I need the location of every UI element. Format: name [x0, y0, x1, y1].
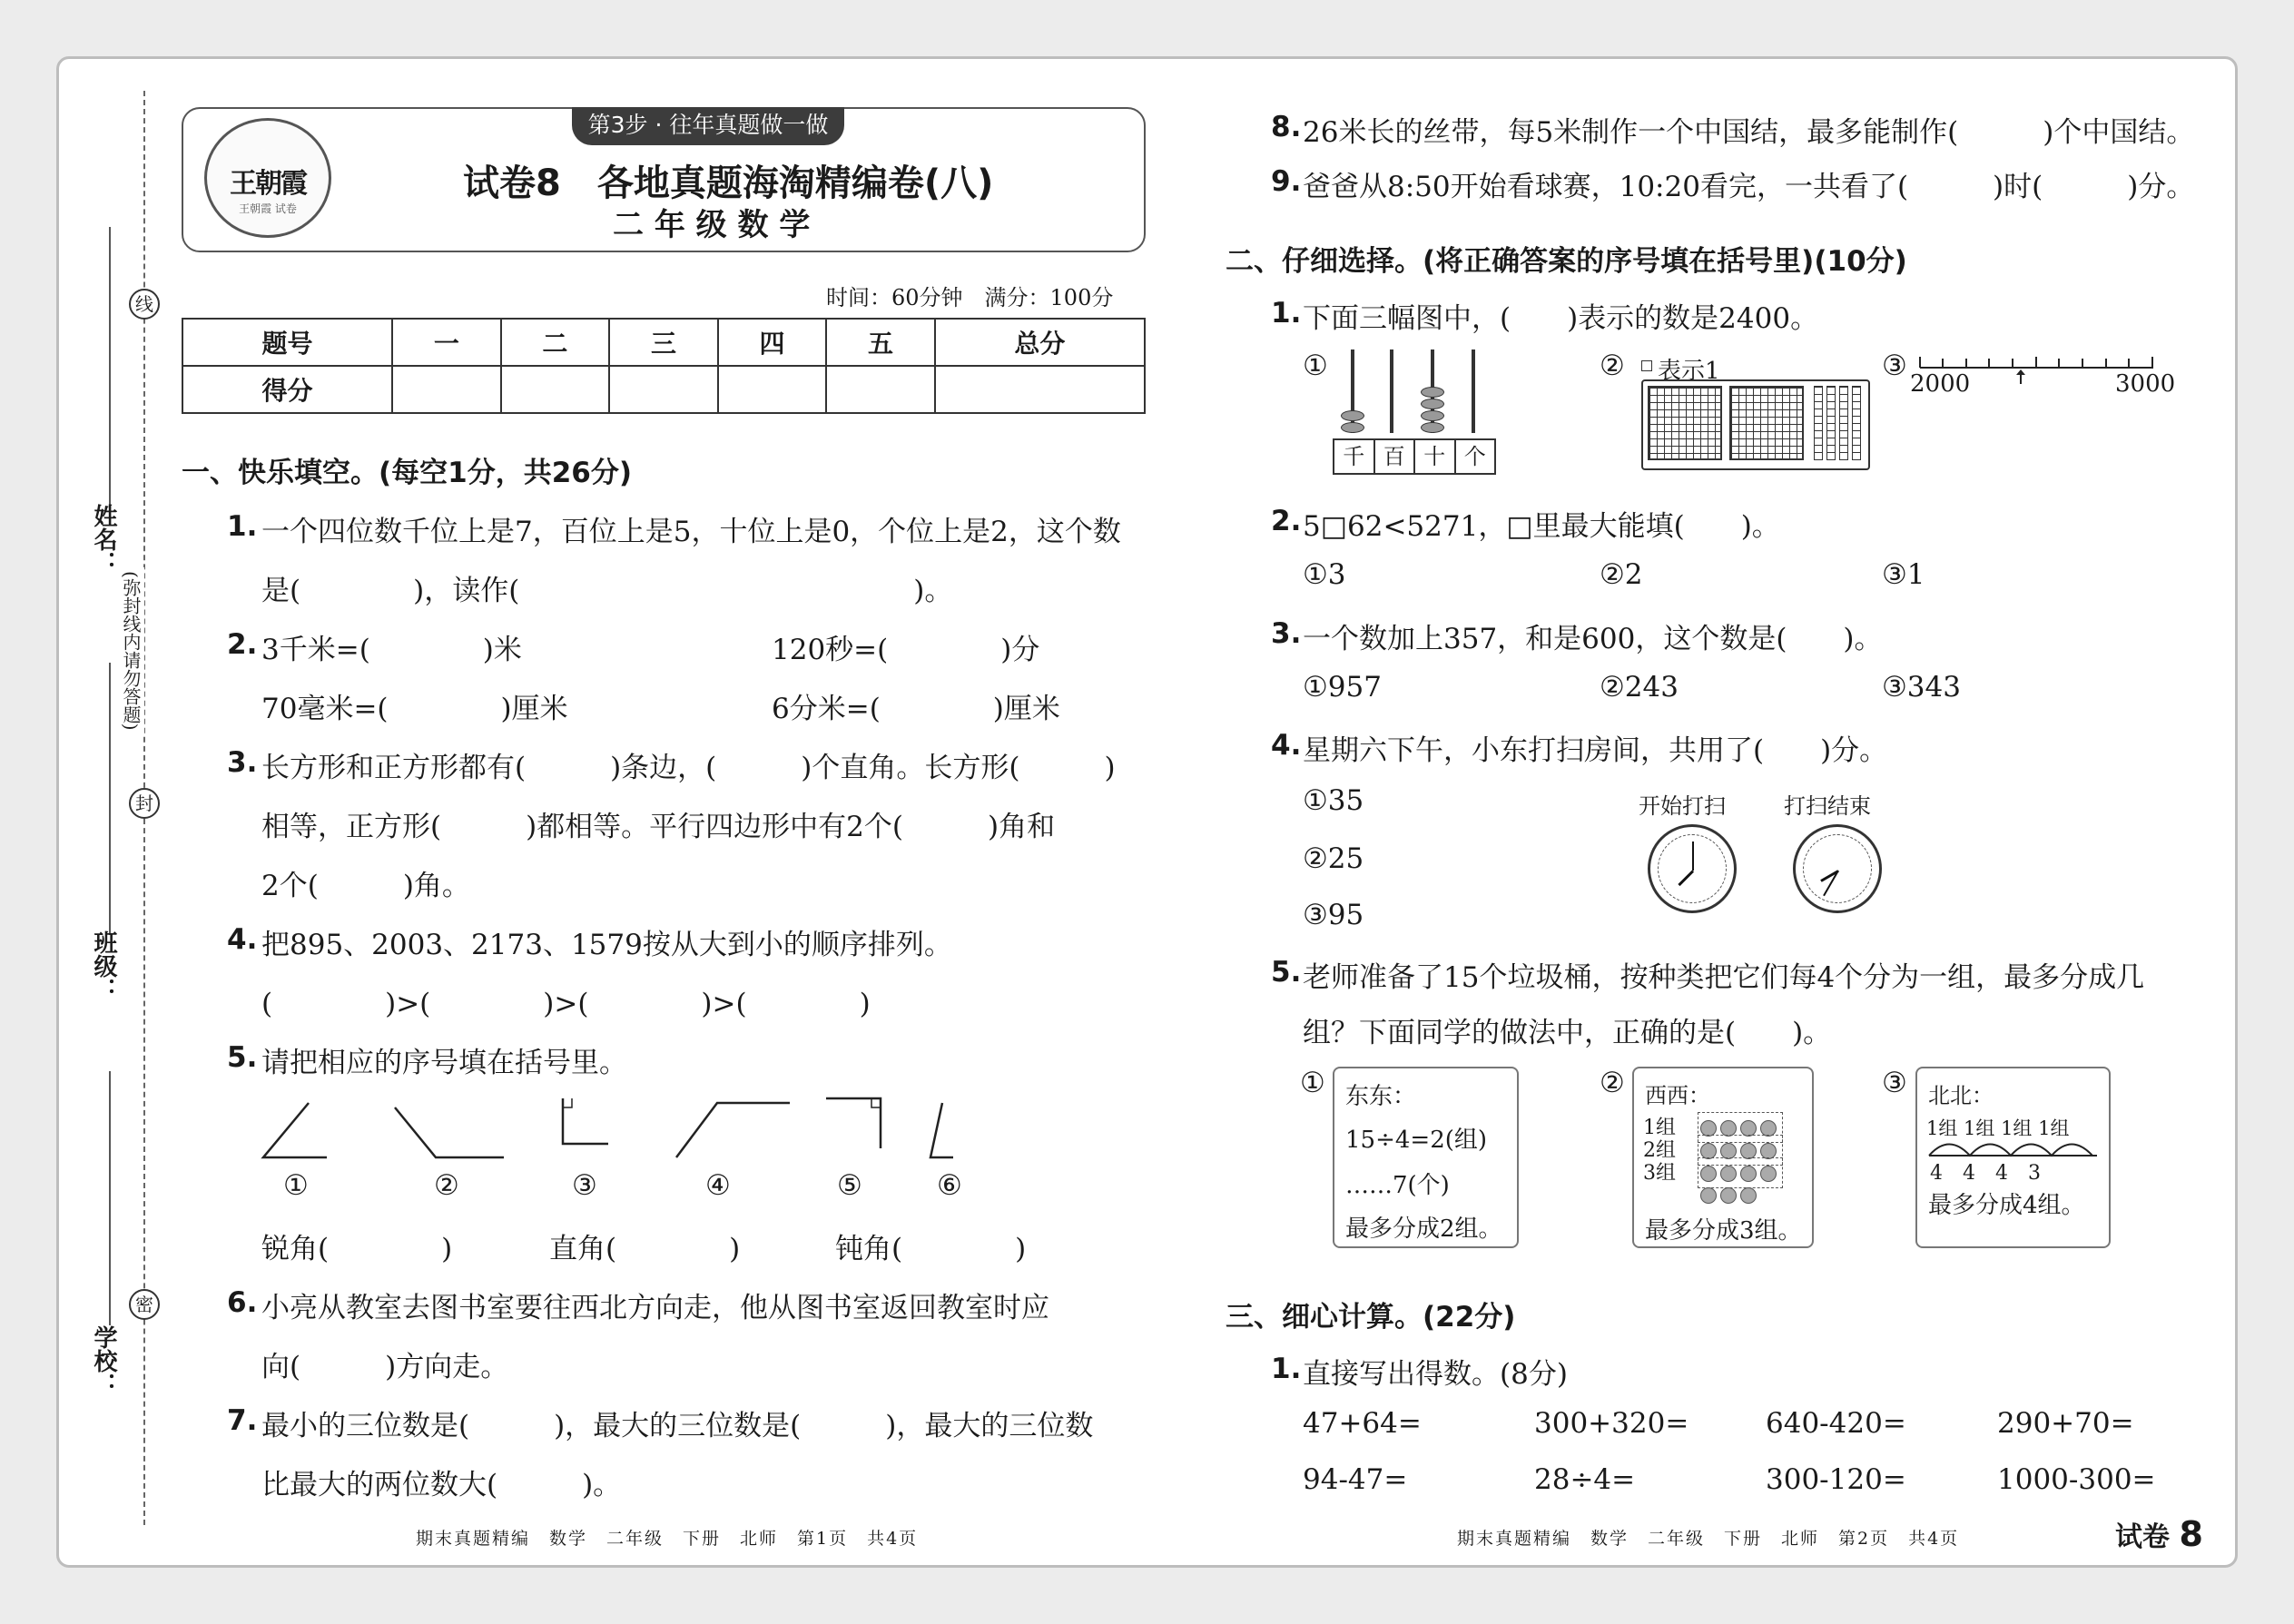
score-table — [182, 318, 1146, 414]
step-badge: 第3步 · 往年真题做一做 — [572, 107, 844, 145]
question-text: 一个数加上357，和是600，这个数是( )。 — [1303, 623, 1883, 655]
question-text: 比最大的两位数大( )。 — [261, 1469, 622, 1501]
angle-label: ③ — [572, 1169, 597, 1202]
question-text: 向( )方向走。 — [261, 1351, 509, 1383]
q-number: 3. — [1271, 617, 1302, 650]
option-label: ③ — [1882, 349, 1907, 382]
angle-label: ⑤ — [837, 1169, 862, 1202]
clock-end-icon — [1793, 824, 1882, 913]
table-cell: 四 — [718, 319, 827, 366]
option-label: ① — [1303, 349, 1328, 382]
section-1-title: 一、快乐填空。(每空1分，共26分) — [182, 457, 633, 489]
question-text: 最小的三位数是( )，最大的三位数是( )，最大的三位数 — [261, 1410, 1094, 1442]
method-card-xixi: 西西： 1组 2组 3组 最多分成3组。 — [1632, 1067, 1814, 1248]
table-cell: 二 — [501, 319, 610, 366]
angle-acute-1 — [263, 1103, 327, 1157]
angle-obtuse-4 — [676, 1103, 790, 1157]
score-field[interactable] — [501, 366, 610, 413]
angle-obtuse-2 — [395, 1107, 504, 1157]
calc-item: 290+70= — [1997, 1407, 2134, 1440]
legend-square-icon — [1641, 360, 1652, 371]
question-text: 请把相应的序号填在括号里。 — [261, 1047, 627, 1079]
feng-mark: 封 — [129, 788, 160, 819]
calc-item: 1000-300= — [1997, 1463, 2156, 1496]
score-table-row-header — [182, 319, 1145, 366]
option: ③343 — [1882, 671, 1961, 704]
number-line-start: 2000 — [1910, 370, 1971, 398]
calc-item: 47+64= — [1303, 1407, 1422, 1440]
clock-start-icon — [1648, 824, 1737, 913]
q-number: 6. — [227, 1286, 258, 1319]
mi-mark: 密 — [129, 1289, 160, 1320]
question-text: 小亮从教室去图书室要往西北方向走，他从图书室返回教室时应 — [261, 1292, 1049, 1324]
q-number: 2. — [227, 628, 258, 661]
method-card-dongdong: 东东： 15÷4=2(组) ……7(个) 最多分成2组。 — [1333, 1067, 1519, 1248]
method-card-beibei: 北北： 1组 1组 1组 1组 4 4 4 3 最多分成4组。 — [1915, 1067, 2111, 1248]
angle-label: ② — [434, 1169, 459, 1202]
q-number: 2. — [1271, 505, 1302, 537]
xian-mark: 线 — [129, 289, 160, 320]
table-cell: 得分 — [182, 366, 392, 413]
question-text: 是( )，读作( )。 — [261, 575, 953, 607]
angle-acute-6 — [930, 1103, 953, 1157]
binding-note: (弥封线内请勿答题) — [118, 567, 144, 734]
paper-tag: 试卷 8 — [2115, 1514, 2203, 1554]
question-text: 5□62<5271，□里最大能填( )。 — [1303, 510, 1780, 543]
name-label: 姓名： — [90, 504, 117, 575]
table-cell: 一 — [392, 319, 501, 366]
calc-item: 28÷4= — [1534, 1463, 1636, 1496]
exam-title: 试卷8 各地真题海淘精编卷(八) — [463, 162, 994, 204]
angle-label: ⑥ — [937, 1169, 962, 1202]
table-cell: 三 — [609, 319, 718, 366]
school-label: 学校： — [90, 1325, 117, 1396]
score-table-row-score — [182, 366, 1145, 413]
calc-item: 300+320= — [1534, 1407, 1689, 1440]
question-text: 下面三幅图中，( )表示的数是2400。 — [1303, 302, 1819, 335]
class-label: 班级： — [90, 930, 117, 1001]
option: ②25 — [1303, 842, 1364, 875]
q-number: 8. — [1271, 111, 1302, 143]
option: ③1 — [1882, 558, 1925, 591]
option: ②2 — [1600, 558, 1643, 591]
q-number: 9. — [1271, 165, 1302, 198]
abacus-figure — [1333, 349, 1496, 477]
question-text: 锐角( ) — [261, 1233, 453, 1265]
score-field[interactable] — [718, 366, 827, 413]
question-text: 26米长的丝带，每5米制作一个中国结，最多能制作( )个中国结。 — [1303, 116, 2195, 149]
score-field[interactable] — [826, 366, 935, 413]
question-text: 组？下面同学的做法中，正确的是( )。 — [1303, 1017, 1832, 1049]
question-text: 直角( ) — [549, 1233, 741, 1265]
q-number: 5. — [1271, 956, 1302, 989]
clock-label-start: 开始打扫 — [1639, 793, 1726, 819]
exam-subtitle: 二 年 级 数 学 — [613, 207, 811, 243]
brand-logo: 王朝霞 王朝霞 试卷 — [204, 118, 331, 238]
section-3-title: 三、细心计算。(22分) — [1226, 1301, 1516, 1334]
option-label: ③ — [1882, 1067, 1907, 1099]
q-number: 7. — [227, 1404, 258, 1437]
question-text: 直接写出得数。(8分) — [1303, 1358, 1568, 1391]
clock-label-end: 打扫结束 — [1784, 793, 1871, 819]
angle-label: ④ — [705, 1169, 731, 1202]
question-text: 3千米=( )米 — [261, 634, 522, 666]
score-field[interactable] — [609, 366, 718, 413]
binding-line-class — [109, 663, 111, 935]
table-cell: 总分 — [935, 319, 1145, 366]
option: ①35 — [1303, 784, 1364, 817]
q-number: 4. — [227, 923, 258, 956]
question-text: 120秒=( )分 — [772, 634, 1040, 666]
q-number: 1. — [1271, 297, 1302, 330]
question-text: 钝角( ) — [835, 1233, 1027, 1265]
table-cell: 五 — [826, 319, 935, 366]
calc-item: 640-420= — [1766, 1407, 1906, 1440]
option-label: ② — [1600, 1067, 1625, 1099]
score-field[interactable] — [935, 366, 1145, 413]
question-text: 把895、2003、2173、1579按从大到小的顺序排列。 — [261, 929, 952, 961]
score-field[interactable] — [392, 366, 501, 413]
number-line-end: 3000 — [2115, 370, 2176, 398]
exam-info: 时间：60分钟 满分：100分 — [826, 285, 1114, 310]
calc-item: 94-47= — [1303, 1463, 1408, 1496]
question-text: 老师准备了15个垃圾桶，按种类把它们每4个分为一组，最多分成几 — [1303, 961, 2145, 994]
binding-line-school — [109, 1071, 111, 1325]
question-text: 6分米=( )厘米 — [772, 693, 1060, 725]
calc-item: 300-120= — [1766, 1463, 1906, 1496]
question-text: 2个( )角。 — [261, 870, 470, 902]
question-text: ( )>( )>( )>( ) — [261, 988, 871, 1020]
question-text: 长方形和正方形都有( )条边，( )个直角。长方形( ) — [261, 752, 1116, 784]
binding-line-name — [109, 227, 111, 517]
abacus-labels: 千 百 十 个 — [1333, 438, 1496, 475]
q-number: 1. — [1271, 1353, 1302, 1385]
q-number: 5. — [227, 1041, 258, 1074]
option: ①957 — [1303, 671, 1382, 704]
option-label: ② — [1600, 349, 1625, 382]
angle-figures — [254, 1094, 980, 1176]
table-cell: 题号 — [182, 319, 392, 366]
legend-text: 表示1 — [1658, 358, 1720, 385]
option-label: ① — [1300, 1067, 1325, 1099]
angle-right-3 — [563, 1098, 608, 1144]
question-text: 星期六下午，小东打扫房间，共用了( )分。 — [1303, 734, 1888, 767]
question-text: 70毫米=( )厘米 — [261, 693, 568, 725]
question-text: 相等，正方形( )都相等。平行四边形中有2个( )角和 — [261, 811, 1056, 843]
section-2-title: 二、仔细选择。(将正确答案的序号填在括号里)(10分) — [1226, 245, 1907, 278]
q-number: 1. — [227, 510, 258, 543]
q-number: 4. — [1271, 729, 1302, 762]
question-text: 一个四位数千位上是7，百位上是5，十位上是0，个位上是2，这个数 — [261, 516, 1121, 548]
angle-label: ① — [283, 1169, 309, 1202]
hundred-block — [1648, 386, 1722, 460]
question-text: 爸爸从8:50开始看球赛，10:20看完，一共看了( )时( )分。 — [1303, 171, 2195, 203]
footer-right: 期末真题精编 数学 二年级 下册 北师 第2页 共4页 — [1457, 1529, 1960, 1549]
hundred-block — [1729, 386, 1804, 460]
footer-left: 期末真题精编 数学 二年级 下册 北师 第1页 共4页 — [416, 1529, 919, 1549]
q-number: 3. — [227, 746, 258, 779]
option: ①3 — [1303, 558, 1346, 591]
option: ③95 — [1303, 899, 1364, 931]
angle-right-5 — [826, 1098, 881, 1148]
option: ②243 — [1600, 671, 1679, 704]
